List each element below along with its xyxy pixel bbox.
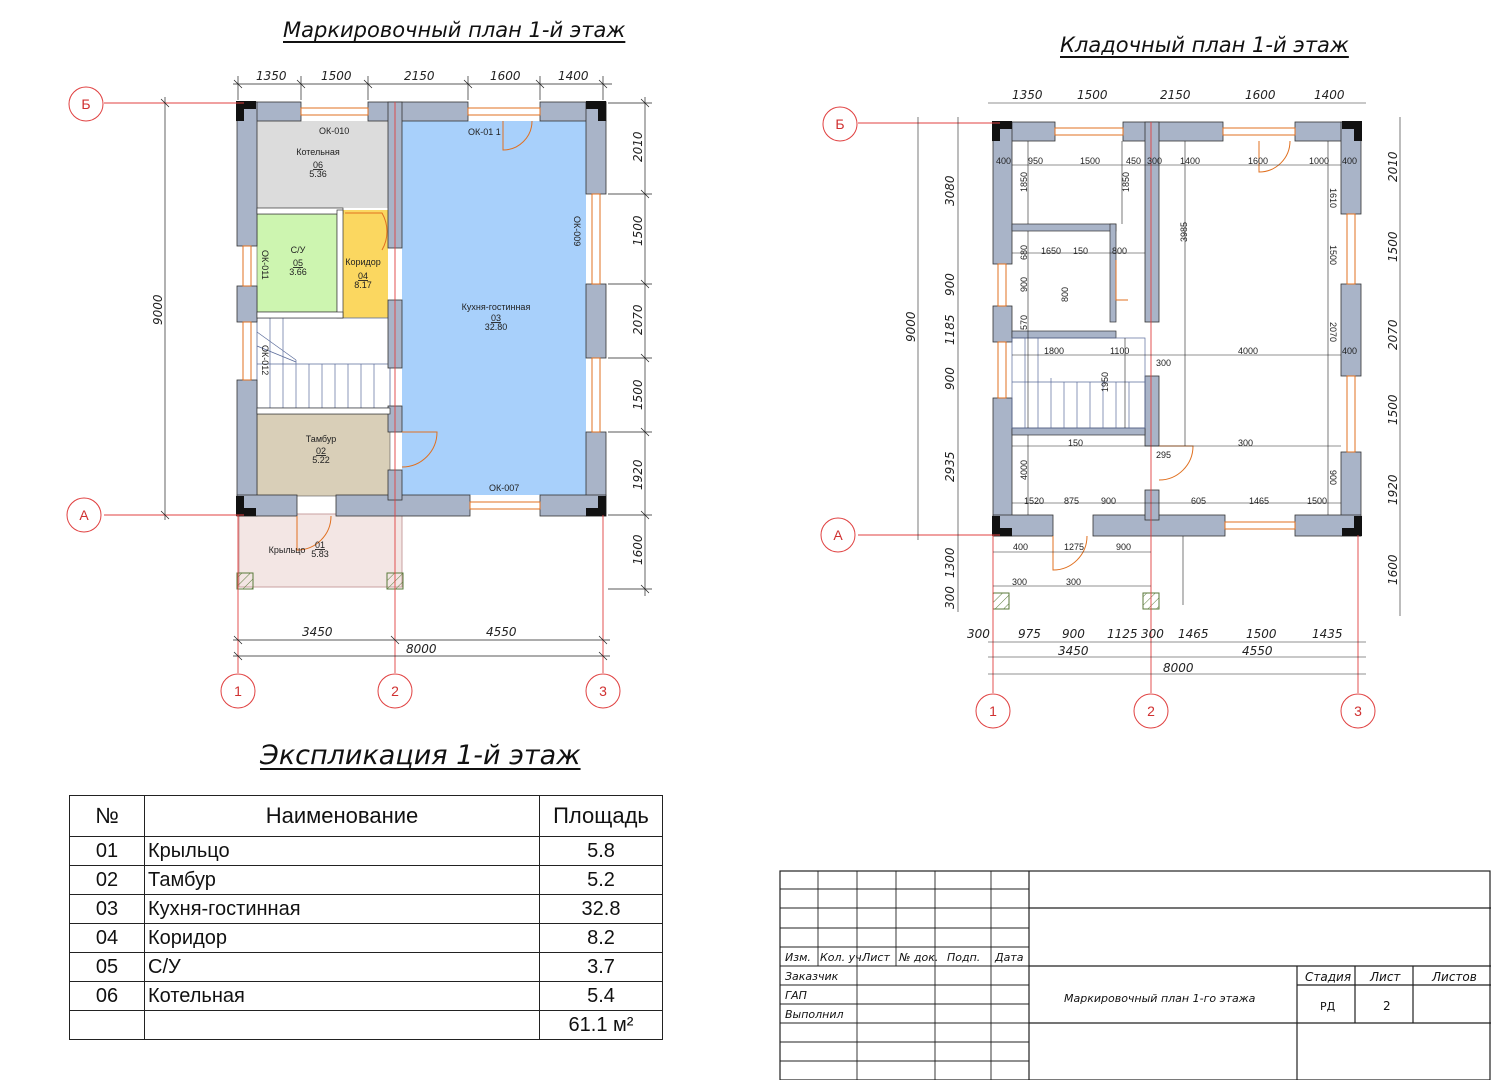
r-inner-dim: 3985 [1179, 221, 1189, 242]
dim-right-2: 1500 [631, 215, 645, 246]
r-inner-dim: 1400 [1180, 156, 1201, 166]
r-inner-dim: 1600 [1248, 156, 1269, 166]
axis-label-a: А [79, 507, 89, 523]
r-dim-left-2: 900 [943, 273, 957, 296]
room-name-03: Кухня-гостинная [461, 302, 531, 312]
r-dim-top-3: 2150 [1160, 88, 1191, 102]
right-windows [998, 128, 1358, 529]
window-label-ok010: ОК-010 [319, 126, 350, 136]
stamp-role-customer: Заказчик [785, 970, 839, 983]
r-inner-dim: 2070 [1328, 322, 1338, 343]
r-dim-left-7: 300 [943, 586, 957, 609]
stamp-lists-header: Листов [1432, 970, 1477, 984]
room-name-06: Котельная [296, 147, 340, 157]
r-dim-right-3: 2070 [1386, 319, 1400, 350]
r-inner-dim: 300 [1012, 577, 1028, 587]
table-row [70, 866, 663, 895]
stamp-role-gap: ГАП [785, 989, 807, 1002]
right-porch-columns [993, 593, 1159, 609]
stamp-col-podp: Подп. [947, 951, 981, 964]
right-plan-title: Кладочный план 1-й этаж [1060, 33, 1349, 57]
table-row [70, 982, 663, 1011]
room-area-01: 5.83 [311, 549, 329, 559]
r-inner-dim: 900 [1101, 496, 1117, 506]
r-inner-dim: 800 [1112, 246, 1128, 256]
r-inner-dim: 450 [1126, 156, 1142, 166]
left-plan-title: Маркировочный план 1-й этаж [283, 18, 626, 42]
axis-label-2: 2 [391, 683, 399, 699]
r-dim-right-1: 2010 [1386, 151, 1400, 182]
r-dim-top-5: 1400 [1314, 88, 1345, 102]
room-area-04: 8.17 [354, 280, 372, 290]
r-inner-dim: 1650 [1041, 246, 1062, 256]
dim-bottom-total: 8000 [406, 642, 437, 656]
r-inner-dim: 150 [1068, 438, 1084, 448]
row-number: 02 [70, 866, 145, 895]
r-inner-dim: 300 [1238, 438, 1254, 448]
stamp-stage-header: Стадия [1305, 970, 1352, 984]
r-dim-bot-6: 1465 [1178, 627, 1209, 641]
right-plan [821, 88, 1400, 728]
stamp-col-izm: Изм. [785, 951, 811, 964]
right-axis-lines [858, 122, 1358, 693]
r-dim-right-5: 1920 [1386, 474, 1400, 505]
window-label-ok012: ОК-012 [260, 345, 270, 376]
row-area: 5.2 [540, 866, 663, 895]
table-row [70, 895, 663, 924]
col-name-header: Наименование [145, 796, 540, 837]
r-dim-total: 8000 [1163, 661, 1194, 675]
row-area: 8.2 [540, 924, 663, 953]
r-inner-dim: 400 [996, 156, 1012, 166]
right-walls-outer [993, 122, 1361, 536]
stamp-sheet-title: Маркировочный план 1-го этажа [1064, 992, 1256, 1005]
row-area: 3.7 [540, 953, 663, 982]
r-inner-dim: 680 [1019, 244, 1029, 260]
room-area-06: 5.36 [309, 169, 327, 179]
r-axis-label-1: 1 [989, 703, 997, 719]
total-area: 61.1 м² [540, 1011, 663, 1040]
r-inner-dim: 150 [1073, 246, 1089, 256]
r-dim-bot-1: 300 [967, 627, 990, 641]
dim-top-1: 1350 [256, 69, 287, 83]
right-corner-columns [992, 121, 1362, 536]
row-name: Коридор [145, 924, 540, 953]
r-dim-bot-5: 300 [1141, 627, 1164, 641]
room-area-05: 3.66 [289, 267, 307, 277]
r-inner-dim: 4000 [1019, 459, 1029, 480]
room-no-06: 06 [312, 160, 324, 170]
window-label-ok007: ОК-007 [489, 483, 520, 493]
dim-right-1: 2010 [631, 131, 645, 162]
r-axis-label-a: А [833, 527, 843, 543]
stamp-col-doc: № док. [899, 951, 939, 964]
stamp-role-author: Выполнил [785, 1008, 844, 1021]
room-name-02: Тамбур [305, 434, 337, 444]
stamp-col-kol: Кол. уч. [820, 951, 866, 964]
table-row [70, 953, 663, 982]
table-header-row [70, 796, 663, 837]
r-dim-left-4: 900 [943, 367, 957, 390]
r-inner-dim: 900 [1019, 276, 1029, 292]
row-area: 32.8 [540, 895, 663, 924]
room-area-03: 32.80 [484, 322, 508, 332]
room-no-05: 05 [292, 258, 304, 268]
r-axis-label-2: 2 [1147, 703, 1155, 719]
r-inner-dim: 300 [1147, 156, 1163, 166]
stamp-col-list: Лист [862, 951, 890, 964]
r-dim-top-2: 1500 [1077, 88, 1108, 102]
r-inner-dim: 1800 [1044, 346, 1065, 356]
stamp-col-data: Дата [995, 951, 1024, 964]
dim-top-5: 1400 [558, 69, 589, 83]
row-name: Кухня-гостинная [145, 895, 540, 924]
explication-title: Экспликация 1-й этаж [260, 740, 581, 771]
r-inner-dim: 400 [1013, 542, 1029, 552]
room-name-05: С/У [290, 245, 306, 255]
r-inner-dim: 400 [1342, 346, 1358, 356]
r-dim-bot-7: 1500 [1246, 627, 1277, 641]
r-dim-right-6: 1600 [1386, 554, 1400, 585]
r-inner-dim: 1500 [1307, 496, 1328, 506]
row-number: 03 [70, 895, 145, 924]
axis-label-b: Б [81, 96, 91, 112]
r-inner-dim: 900 [1116, 542, 1132, 552]
r-inner-dim: 1850 [1019, 171, 1029, 192]
row-number: 01 [70, 837, 145, 866]
r-dim-left-5: 2935 [943, 451, 957, 482]
dim-right-4: 1500 [631, 379, 645, 410]
r-dim-top-4: 1600 [1245, 88, 1276, 102]
row-number: 04 [70, 924, 145, 953]
r-inner-dim: 570 [1019, 314, 1029, 330]
stamp-list-header: Лист [1370, 970, 1401, 984]
row-number: 05 [70, 953, 145, 982]
r-inner-dim: 1850 [1121, 171, 1131, 192]
row-name: С/У [145, 953, 540, 982]
r-axis-label-3: 3 [1354, 703, 1362, 719]
stamp-sheet-value: 2 [1383, 999, 1391, 1013]
col-number-header: № [70, 796, 145, 837]
room-area-02: 5.22 [312, 455, 330, 465]
r-inner-dim: 950 [1028, 156, 1044, 166]
table-row [70, 837, 663, 866]
r-inner-dim: 1000 [1309, 156, 1330, 166]
r-inner-dim: 1465 [1249, 496, 1270, 506]
r-dim-left-1: 3080 [943, 175, 957, 206]
r-inner-dim: 605 [1191, 496, 1207, 506]
r-inner-dim: 875 [1064, 496, 1080, 506]
dim-right-5: 1920 [631, 459, 645, 490]
dim-top-2: 1500 [321, 69, 352, 83]
window-label-ok009: ОК-009 [572, 216, 582, 247]
r-inner-dim: 4000 [1238, 346, 1259, 356]
dim-top-4: 1600 [490, 69, 521, 83]
col-area-header: Площадь [540, 796, 663, 837]
room-no-02: 02 [315, 446, 327, 456]
r-dim-right-4: 1500 [1386, 394, 1400, 425]
room-no-01: 01 [314, 540, 326, 550]
r-dim-sub-2: 4550 [1242, 644, 1273, 658]
r-inner-dim: 1610 [1328, 188, 1338, 209]
r-dim-left-total: 9000 [904, 311, 918, 342]
window-label-ok011: ОК-011 [260, 250, 270, 280]
row-name: Тамбур [145, 866, 540, 895]
r-dim-bot-3: 900 [1062, 627, 1085, 641]
dim-left-total: 9000 [151, 294, 165, 325]
axis-label-1: 1 [234, 683, 242, 699]
dim-right-3: 2070 [631, 304, 645, 335]
left-plan [67, 69, 652, 708]
room-no-04: 04 [357, 271, 369, 281]
r-dim-left-3: 1185 [943, 314, 957, 345]
r-inner-dim: 300 [1156, 358, 1172, 368]
r-inner-dim: 295 [1156, 450, 1172, 460]
table-total-row [70, 1011, 663, 1040]
dim-bottom-2: 4550 [486, 625, 517, 639]
r-inner-dim: 300 [1066, 577, 1082, 587]
r-dim-bot-2: 975 [1018, 627, 1041, 641]
row-name: Котельная [145, 982, 540, 1011]
row-area: 5.4 [540, 982, 663, 1011]
room-name-04: Коридор [345, 257, 381, 267]
dim-right-6: 1600 [631, 534, 645, 565]
r-inner-dim: 900 [1328, 470, 1338, 486]
dim-bottom-1: 3450 [302, 625, 333, 639]
r-dim-right-2: 1500 [1386, 231, 1400, 262]
r-dim-bot-8: 1435 [1312, 627, 1343, 641]
row-name: Крыльцо [145, 837, 540, 866]
r-inner-dim: 1275 [1064, 542, 1085, 552]
window-label-ok011a: ОК-01 1 [468, 127, 501, 137]
stamp-stage-value: РД [1320, 1000, 1336, 1013]
r-inner-dim: 1520 [1024, 496, 1045, 506]
r-dim-bot-4: 1125 [1107, 627, 1138, 641]
r-inner-dim: 1950 [1100, 371, 1110, 392]
r-inner-dim: 1500 [1328, 245, 1338, 266]
r-inner-dim: 400 [1342, 156, 1358, 166]
explication-table [69, 795, 663, 1040]
r-inner-dim: 1100 [1110, 346, 1130, 356]
room-name-01: Крыльцо [268, 545, 306, 555]
table-row [70, 924, 663, 953]
room-no-03: 03 [490, 313, 502, 323]
dim-top-3: 2150 [404, 69, 435, 83]
row-area: 5.8 [540, 837, 663, 866]
r-inner-dim: 800 [1060, 286, 1070, 302]
r-inner-dim: 1500 [1080, 156, 1101, 166]
r-dim-top-1: 1350 [1012, 88, 1043, 102]
axis-label-3: 3 [599, 683, 607, 699]
r-axis-label-b: Б [835, 116, 845, 132]
r-dim-left-6: 1300 [943, 547, 957, 578]
row-number: 06 [70, 982, 145, 1011]
stair-area [257, 318, 390, 408]
r-dim-sub-1: 3450 [1058, 644, 1089, 658]
